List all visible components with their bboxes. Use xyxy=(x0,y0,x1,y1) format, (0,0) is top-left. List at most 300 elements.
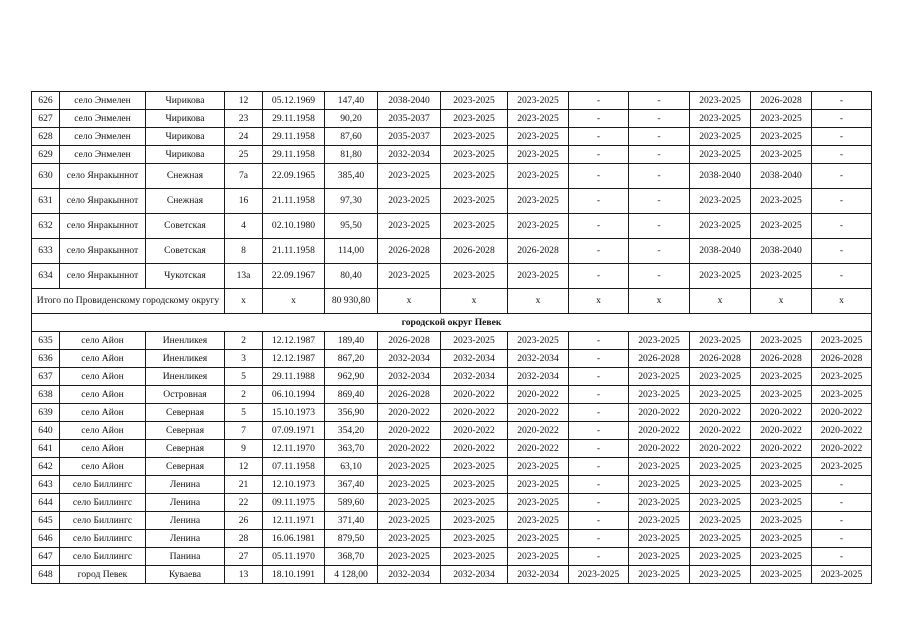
table-cell: 2023-2025 xyxy=(629,566,690,584)
table-cell: 2023-2025 xyxy=(690,548,751,566)
table-cell: 2020-2022 xyxy=(751,422,812,440)
table-cell: - xyxy=(812,92,872,110)
table-cell: 640 xyxy=(32,422,60,440)
table-cell: - xyxy=(569,512,629,530)
total-cell: x xyxy=(263,289,325,314)
table-cell: село Айон xyxy=(60,350,146,368)
table-cell: 2023-2025 xyxy=(441,128,508,146)
table-cell: село Айон xyxy=(60,368,146,386)
table-cell: село Айон xyxy=(60,386,146,404)
table-cell: 2023-2025 xyxy=(751,146,812,164)
table-cell: 2023-2025 xyxy=(378,494,441,512)
table-cell: 2023-2025 xyxy=(441,476,508,494)
table-cell: 2023-2025 xyxy=(378,264,441,289)
table-cell: 2023-2025 xyxy=(629,332,690,350)
table-cell: село Биллингс xyxy=(60,512,146,530)
table-cell: 642 xyxy=(32,458,60,476)
table-cell: 2026-2028 xyxy=(378,386,441,404)
table-cell: Островная xyxy=(146,386,225,404)
table-cell: 2023-2025 xyxy=(508,530,569,548)
table-cell: - xyxy=(629,128,690,146)
table-cell: - xyxy=(569,350,629,368)
table-cell: Ленина xyxy=(146,530,225,548)
table-cell: 962,90 xyxy=(325,368,378,386)
table-cell: село Биллингс xyxy=(60,530,146,548)
table-cell: 2023-2025 xyxy=(751,368,812,386)
table-cell: Иненликея xyxy=(146,350,225,368)
table-cell: 2023-2025 xyxy=(751,128,812,146)
table-cell: 2023-2025 xyxy=(751,189,812,214)
table-cell: 2023-2025 xyxy=(441,458,508,476)
table-cell: 648 xyxy=(32,566,60,584)
table-cell: - xyxy=(569,164,629,189)
table-cell: село Айон xyxy=(60,458,146,476)
table-cell: село Янракыннот xyxy=(60,214,146,239)
table-cell: 633 xyxy=(32,239,60,264)
table-cell: 81,80 xyxy=(325,146,378,164)
table-cell: 2020-2022 xyxy=(378,440,441,458)
table-cell: 2023-2025 xyxy=(378,458,441,476)
table-cell: 2020-2022 xyxy=(378,404,441,422)
table-cell: 368,70 xyxy=(325,548,378,566)
table-cell: село Янракыннот xyxy=(60,164,146,189)
table-cell: Снежная xyxy=(146,164,225,189)
table-cell: 2023-2025 xyxy=(751,548,812,566)
table-cell: 2038-2040 xyxy=(690,164,751,189)
total-cell: x xyxy=(569,289,629,314)
table-cell: 2023-2025 xyxy=(690,189,751,214)
table-cell: 2023-2025 xyxy=(690,386,751,404)
table-cell: 2020-2022 xyxy=(751,404,812,422)
table-cell: 867,20 xyxy=(325,350,378,368)
table-cell: 2020-2022 xyxy=(812,422,872,440)
table-cell: 2023-2025 xyxy=(378,214,441,239)
table-cell: 22.09.1967 xyxy=(263,264,325,289)
table-cell: 2023-2025 xyxy=(690,214,751,239)
table-row xyxy=(32,110,872,128)
table-cell: село Айон xyxy=(60,332,146,350)
table-body-pevek xyxy=(32,332,872,584)
table-cell: село Янракыннот xyxy=(60,189,146,214)
table-cell: 2023-2025 xyxy=(441,92,508,110)
table-body-providensky xyxy=(32,92,872,289)
table-cell: 2035-2037 xyxy=(378,110,441,128)
total-label: Итого по Провиденскому городскому округу xyxy=(32,289,225,314)
table-row xyxy=(32,128,872,146)
table-cell: 2023-2025 xyxy=(629,458,690,476)
table-cell: 4 xyxy=(225,214,263,239)
table-cell: 12 xyxy=(225,458,263,476)
table-cell: - xyxy=(629,214,690,239)
table-cell: 2020-2022 xyxy=(508,440,569,458)
table-cell: 22.09.1965 xyxy=(263,164,325,189)
table-cell: 2023-2025 xyxy=(441,332,508,350)
table-cell: Снежная xyxy=(146,189,225,214)
table-cell: 5 xyxy=(225,404,263,422)
table-cell: 643 xyxy=(32,476,60,494)
table-cell: 2020-2022 xyxy=(629,404,690,422)
table-cell: 06.10.1994 xyxy=(263,386,325,404)
table-cell: 647 xyxy=(32,548,60,566)
table-cell: 2032-2034 xyxy=(441,566,508,584)
table-cell: 21.11.1958 xyxy=(263,189,325,214)
table-cell: - xyxy=(812,512,872,530)
table-cell: 05.12.1969 xyxy=(263,92,325,110)
table-cell: 2 xyxy=(225,386,263,404)
table-cell: 8 xyxy=(225,239,263,264)
table-cell: 80,40 xyxy=(325,264,378,289)
table-cell: 2023-2025 xyxy=(690,530,751,548)
table-cell: 2032-2034 xyxy=(441,350,508,368)
table-cell: - xyxy=(569,128,629,146)
table-cell: 356,90 xyxy=(325,404,378,422)
table-cell: 2023-2025 xyxy=(508,189,569,214)
table-cell: 2023-2025 xyxy=(378,189,441,214)
table-cell: 12.11.1971 xyxy=(263,512,325,530)
table-cell: 2032-2034 xyxy=(508,350,569,368)
table-cell: 12 xyxy=(225,92,263,110)
table-cell: 2020-2022 xyxy=(441,422,508,440)
table-cell: 634 xyxy=(32,264,60,289)
table-cell: село Янракыннот xyxy=(60,239,146,264)
table-cell: 2023-2025 xyxy=(508,128,569,146)
table-cell: - xyxy=(569,368,629,386)
table-cell: 2026-2028 xyxy=(690,350,751,368)
table-cell: 589,60 xyxy=(325,494,378,512)
table-cell: 2038-2040 xyxy=(751,164,812,189)
table-cell: - xyxy=(629,146,690,164)
table-cell: 2023-2025 xyxy=(690,512,751,530)
table-cell: Советская xyxy=(146,239,225,264)
table-cell: - xyxy=(569,110,629,128)
table-cell: 2020-2022 xyxy=(508,386,569,404)
table-cell: Панина xyxy=(146,548,225,566)
table-cell: 2023-2025 xyxy=(751,264,812,289)
table-cell: 2020-2022 xyxy=(690,440,751,458)
table-cell: Северная xyxy=(146,422,225,440)
table-row xyxy=(32,548,872,566)
table-cell: 2023-2025 xyxy=(378,512,441,530)
table-cell: 2032-2034 xyxy=(378,368,441,386)
table-cell: 9 xyxy=(225,440,263,458)
table-cell: 363,70 xyxy=(325,440,378,458)
total-cell: x xyxy=(378,289,441,314)
table-cell: 2023-2025 xyxy=(690,128,751,146)
table-cell: 2023-2025 xyxy=(751,494,812,512)
table-cell: 2023-2025 xyxy=(690,264,751,289)
table-cell: 22 xyxy=(225,494,263,512)
table-cell: село Энмелен xyxy=(60,92,146,110)
table-cell: 627 xyxy=(32,110,60,128)
table-cell: - xyxy=(569,440,629,458)
table-cell: - xyxy=(569,494,629,512)
total-cell: x xyxy=(751,289,812,314)
table-cell: 21.11.1958 xyxy=(263,239,325,264)
table-cell: город Певек xyxy=(60,566,146,584)
table-row xyxy=(32,332,872,350)
table-body-total xyxy=(32,289,872,332)
table-cell: 12.12.1987 xyxy=(263,350,325,368)
table-cell: 2023-2025 xyxy=(441,146,508,164)
table-cell: Чирикова xyxy=(146,92,225,110)
table-cell: Ленина xyxy=(146,512,225,530)
table-row xyxy=(32,404,872,422)
table-cell: 2026-2028 xyxy=(441,239,508,264)
table-cell: - xyxy=(569,530,629,548)
table-row xyxy=(32,146,872,164)
table-cell: 2023-2025 xyxy=(441,214,508,239)
table-cell: 2023-2025 xyxy=(629,494,690,512)
table-cell: 2023-2025 xyxy=(751,386,812,404)
table-cell: 2020-2022 xyxy=(378,422,441,440)
table-cell: 13а xyxy=(225,264,263,289)
total-cell: x xyxy=(441,289,508,314)
table-cell: 2026-2028 xyxy=(629,350,690,368)
table-cell: 631 xyxy=(32,189,60,214)
table-row xyxy=(32,214,872,239)
table-cell: 2020-2022 xyxy=(690,422,751,440)
table-cell: - xyxy=(569,189,629,214)
table-cell: - xyxy=(812,548,872,566)
table-cell: 367,40 xyxy=(325,476,378,494)
table-cell: 2023-2025 xyxy=(378,164,441,189)
table-cell: 2023-2025 xyxy=(508,164,569,189)
table-cell: 2023-2025 xyxy=(812,566,872,584)
table-cell: 2023-2025 xyxy=(508,146,569,164)
table-cell: 2023-2025 xyxy=(690,110,751,128)
table-cell: 2026-2028 xyxy=(508,239,569,264)
table-cell: Ленина xyxy=(146,476,225,494)
table-cell: 2023-2025 xyxy=(751,110,812,128)
table-cell: 2023-2025 xyxy=(508,512,569,530)
table-cell: 2023-2025 xyxy=(690,458,751,476)
table-cell: 2035-2037 xyxy=(378,128,441,146)
table-cell: село Айон xyxy=(60,422,146,440)
table-cell: Северная xyxy=(146,458,225,476)
table-cell: 2032-2034 xyxy=(378,566,441,584)
table-cell: Чирикова xyxy=(146,128,225,146)
table-cell: 15.10.1973 xyxy=(263,404,325,422)
table-cell: 2023-2025 xyxy=(690,566,751,584)
table-cell: 630 xyxy=(32,164,60,189)
table-cell: - xyxy=(569,548,629,566)
table-cell: - xyxy=(629,110,690,128)
table-cell: село Биллингс xyxy=(60,548,146,566)
table-cell: село Биллингс xyxy=(60,494,146,512)
table-cell: - xyxy=(812,239,872,264)
total-cell: x xyxy=(812,289,872,314)
table-cell: 2020-2022 xyxy=(441,440,508,458)
table-cell: 632 xyxy=(32,214,60,239)
table-cell: 869,40 xyxy=(325,386,378,404)
table-cell: 07.11.1958 xyxy=(263,458,325,476)
table-cell: - xyxy=(812,214,872,239)
table-cell: - xyxy=(569,422,629,440)
table-cell: 2032-2034 xyxy=(378,146,441,164)
table-cell: 97,30 xyxy=(325,189,378,214)
table-cell: 4 128,00 xyxy=(325,566,378,584)
table-cell: - xyxy=(812,494,872,512)
total-cell: x xyxy=(508,289,569,314)
table-cell: 7а xyxy=(225,164,263,189)
table-cell: 2032-2034 xyxy=(441,368,508,386)
table-cell: 87,60 xyxy=(325,128,378,146)
table-row xyxy=(32,494,872,512)
table-row xyxy=(32,440,872,458)
table-cell: 29.11.1958 xyxy=(263,110,325,128)
table-cell: 2023-2025 xyxy=(751,458,812,476)
total-cell: x xyxy=(225,289,263,314)
table-cell: 2023-2025 xyxy=(508,92,569,110)
table-cell: 2023-2025 xyxy=(441,494,508,512)
table-cell: 2032-2034 xyxy=(508,368,569,386)
table-cell: - xyxy=(812,146,872,164)
table-cell: - xyxy=(812,110,872,128)
table-cell: 2023-2025 xyxy=(629,386,690,404)
table-cell: 63,10 xyxy=(325,458,378,476)
table-cell: 626 xyxy=(32,92,60,110)
table-cell: 95,50 xyxy=(325,214,378,239)
table-cell: 29.11.1958 xyxy=(263,146,325,164)
table-cell: 2038-2040 xyxy=(690,239,751,264)
table-cell: 2020-2022 xyxy=(812,404,872,422)
table-cell: 2023-2025 xyxy=(508,494,569,512)
table-cell: - xyxy=(569,404,629,422)
table-cell: 2023-2025 xyxy=(441,264,508,289)
table-cell: Иненликея xyxy=(146,368,225,386)
table-cell: 2023-2025 xyxy=(812,386,872,404)
table-cell: 2023-2025 xyxy=(751,476,812,494)
table-cell: 16.06.1981 xyxy=(263,530,325,548)
table-row xyxy=(32,92,872,110)
table-cell: 2023-2025 xyxy=(378,548,441,566)
table-cell: 637 xyxy=(32,368,60,386)
table-row xyxy=(32,476,872,494)
table-cell: 2023-2025 xyxy=(508,548,569,566)
table-cell: 2023-2025 xyxy=(508,458,569,476)
table-cell: 2026-2028 xyxy=(812,350,872,368)
table-cell: 2020-2022 xyxy=(751,440,812,458)
table-cell: Северная xyxy=(146,440,225,458)
table-cell: 09.11.1975 xyxy=(263,494,325,512)
table-cell: 879,50 xyxy=(325,530,378,548)
table-cell: 2023-2025 xyxy=(629,368,690,386)
table-cell: - xyxy=(569,239,629,264)
table-cell: 2023-2025 xyxy=(751,214,812,239)
table-cell: 2023-2025 xyxy=(690,146,751,164)
table-cell: 2026-2028 xyxy=(751,92,812,110)
table-cell: - xyxy=(812,264,872,289)
table-cell: 2020-2022 xyxy=(629,422,690,440)
table-cell: 644 xyxy=(32,494,60,512)
table-row xyxy=(32,566,872,584)
table-cell: 385,40 xyxy=(325,164,378,189)
table-row xyxy=(32,189,872,214)
table-cell: - xyxy=(812,189,872,214)
table-cell: 12.11.1970 xyxy=(263,440,325,458)
table-cell: 641 xyxy=(32,440,60,458)
table-cell: 90,20 xyxy=(325,110,378,128)
table-cell: 2023-2025 xyxy=(812,368,872,386)
table-cell: 2020-2022 xyxy=(441,404,508,422)
table-cell: 2023-2025 xyxy=(441,110,508,128)
table-cell: 2023-2025 xyxy=(441,164,508,189)
table-row xyxy=(32,164,872,189)
table-cell: село Энмелен xyxy=(60,146,146,164)
table-cell: 2023-2025 xyxy=(629,530,690,548)
table-cell: 2020-2022 xyxy=(812,440,872,458)
table-cell: 636 xyxy=(32,350,60,368)
table-cell: 638 xyxy=(32,386,60,404)
table-cell: 2023-2025 xyxy=(812,332,872,350)
table-cell: 2023-2025 xyxy=(508,332,569,350)
table-cell: 2026-2028 xyxy=(378,332,441,350)
table-cell: - xyxy=(812,476,872,494)
table-cell: - xyxy=(569,458,629,476)
table-cell: 26 xyxy=(225,512,263,530)
table-cell: 2023-2025 xyxy=(378,476,441,494)
table-cell: 7 xyxy=(225,422,263,440)
table-cell: 2023-2025 xyxy=(508,110,569,128)
table-row xyxy=(32,264,872,289)
table-cell: - xyxy=(569,92,629,110)
table-cell: 2023-2025 xyxy=(751,332,812,350)
table-cell: - xyxy=(569,476,629,494)
table-cell: 29.11.1988 xyxy=(263,368,325,386)
table-cell: - xyxy=(812,128,872,146)
table-cell: Куваева xyxy=(146,566,225,584)
table-cell: 2023-2025 xyxy=(690,476,751,494)
table-cell: 2 xyxy=(225,332,263,350)
housing-repair-schedule-table xyxy=(31,91,872,584)
table-row xyxy=(32,422,872,440)
table-cell: Чирикова xyxy=(146,146,225,164)
table-cell: 2023-2025 xyxy=(629,548,690,566)
table-row xyxy=(32,386,872,404)
table-cell: 2026-2028 xyxy=(378,239,441,264)
table-row xyxy=(32,458,872,476)
table-cell: - xyxy=(812,164,872,189)
table-cell: 2023-2025 xyxy=(441,512,508,530)
table-cell: 635 xyxy=(32,332,60,350)
table-cell: - xyxy=(629,164,690,189)
table-cell: 2023-2025 xyxy=(569,566,629,584)
table-cell: 2020-2022 xyxy=(508,422,569,440)
section-title: городской округ Певек xyxy=(32,314,872,332)
table-cell: село Энмелен xyxy=(60,128,146,146)
table-cell: Чирикова xyxy=(146,110,225,128)
table-cell: 2023-2025 xyxy=(751,566,812,584)
table-cell: 2023-2025 xyxy=(378,530,441,548)
table-cell: 2023-2025 xyxy=(629,512,690,530)
table-cell: 628 xyxy=(32,128,60,146)
table-cell: - xyxy=(569,264,629,289)
table-cell: 2023-2025 xyxy=(751,512,812,530)
table-cell: 18.10.1991 xyxy=(263,566,325,584)
section-header-row xyxy=(32,314,872,332)
table-cell: 2020-2022 xyxy=(441,386,508,404)
table-cell: 16 xyxy=(225,189,263,214)
table-cell: 639 xyxy=(32,404,60,422)
table-cell: 2023-2025 xyxy=(690,494,751,512)
table-row xyxy=(32,368,872,386)
table-cell: Чукотская xyxy=(146,264,225,289)
table-cell: 2023-2025 xyxy=(751,530,812,548)
table-cell: 645 xyxy=(32,512,60,530)
table-cell: Северная xyxy=(146,404,225,422)
table-cell: 2026-2028 xyxy=(751,350,812,368)
total-area-cell: 80 930,80 xyxy=(325,289,378,314)
